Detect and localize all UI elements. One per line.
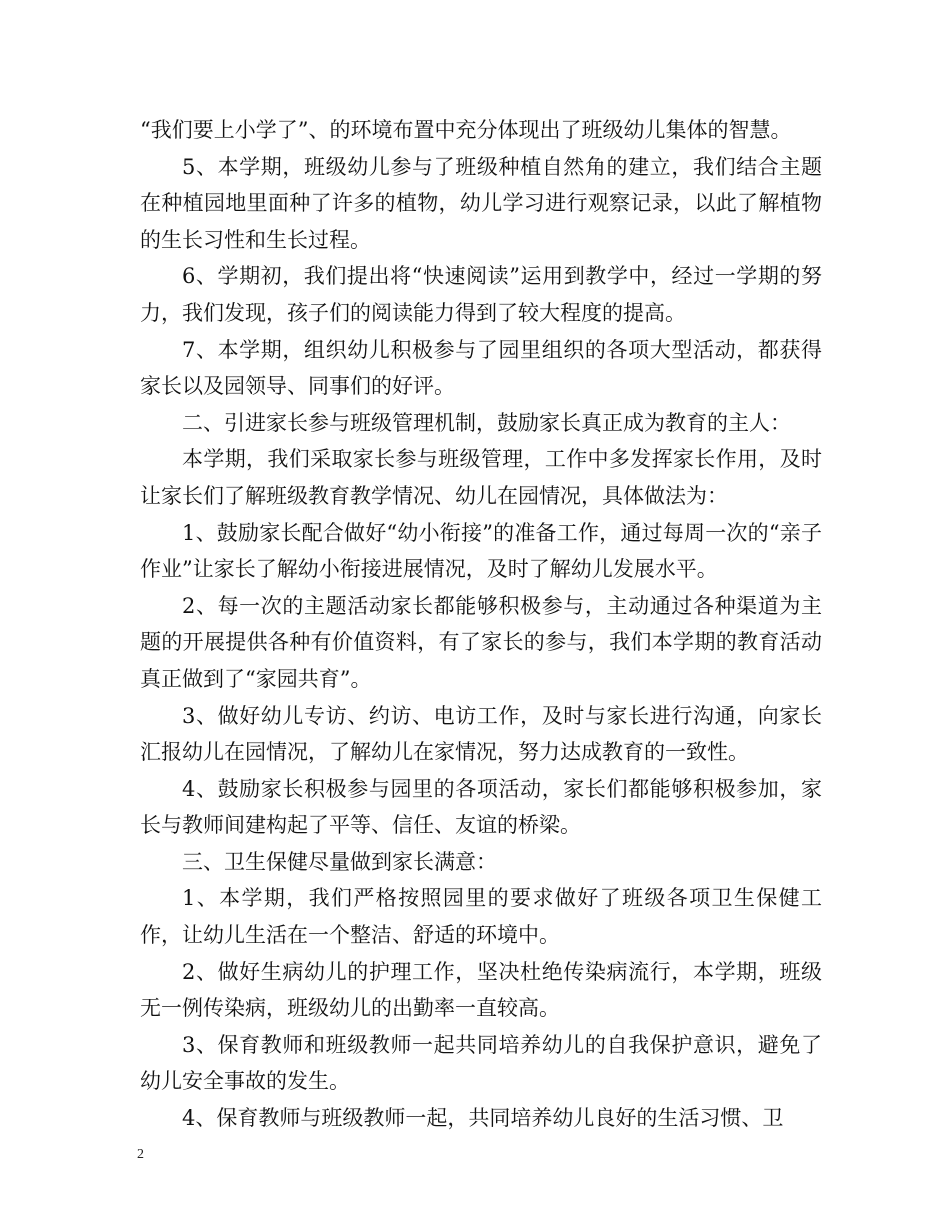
paragraph: 7、本学期，组织幼儿积极参与了园里组织的各项大型活动，都获得家长以及园领导、同事们的好评。 (140, 337, 822, 399)
paragraph: 4、鼓励家长积极参与园里的各项活动，家长们都能够积极参加，家长与教师间建构起了平等、信任、友谊的桥梁。 (140, 776, 822, 838)
paragraph: 1、本学期，我们严格按照园里的要求做好了班级各项卫生保健工作，让幼儿生活在一个整洁、舒适的环境中。 (140, 886, 822, 948)
paragraph: 3、做好幼儿专访、约访、电访工作，及时与家长进行沟通，向家长汇报幼儿在园情况，了解幼儿在家情况，努力达成教育的一致性。 (140, 703, 822, 765)
paragraph: 本学期，我们采取家长参与班级管理，工作中多发挥家长作用，及时让家长们了解班级教育教学情况、幼儿在园情况，具体做法为： (140, 447, 822, 508)
section-heading: 二、引进家长参与班级管理机制，鼓励家长真正成为教育的主人： (182, 410, 791, 435)
paragraph: 2、做好生病幼儿的护理工作，坚决杜绝传染病流行，本学期，班级无一例传染病，班级幼儿的出勤率一直较高。 (140, 959, 822, 1021)
paragraph: 1、鼓励家长配合做好“幼小衔接”的准备工作，通过每周一次的“亲子作业”让家长了解幼小衔接进展情况，及时了解幼儿发展水平。 (140, 520, 822, 582)
paragraph: 4、保育教师与班级教师一起，共同培养幼儿良好的生活习惯、卫 (182, 1106, 784, 1131)
paragraph: 2、每一次的主题活动家长都能够积极参与，主动通过各种渠道为主题的开展提供各种有价值资料，有了家长的参与，我们本学期的教育活动真正做到了“家园共育”。 (140, 593, 822, 691)
section-heading: 三、卫生保健尽量做到家长满意： (182, 849, 497, 874)
page-number: 2 (137, 1147, 144, 1162)
paragraph: 3、保育教师和班级教师一起共同培养幼儿的自我保护意识，避免了幼儿安全事故的发生。 (140, 1032, 822, 1094)
paragraph: 6、学期初，我们提出将“快速阅读”运用到教学中，经过一学期的努力，我们发现，孩子们的阅读能力得到了较大程度的提高。 (140, 264, 822, 325)
paragraph: “我们要上小学了”、的环境布置中充分体现出了班级幼儿集体的智慧。 (140, 118, 792, 142)
paragraph: 5、本学期，班级幼儿参与了班级种植自然角的建立，我们结合主题在种植园地里面种了许多的植物，幼儿学习进行观察记录，以此了解植物的生长习性和生长过程。 (140, 154, 822, 252)
document-body (140, 112, 822, 1137)
